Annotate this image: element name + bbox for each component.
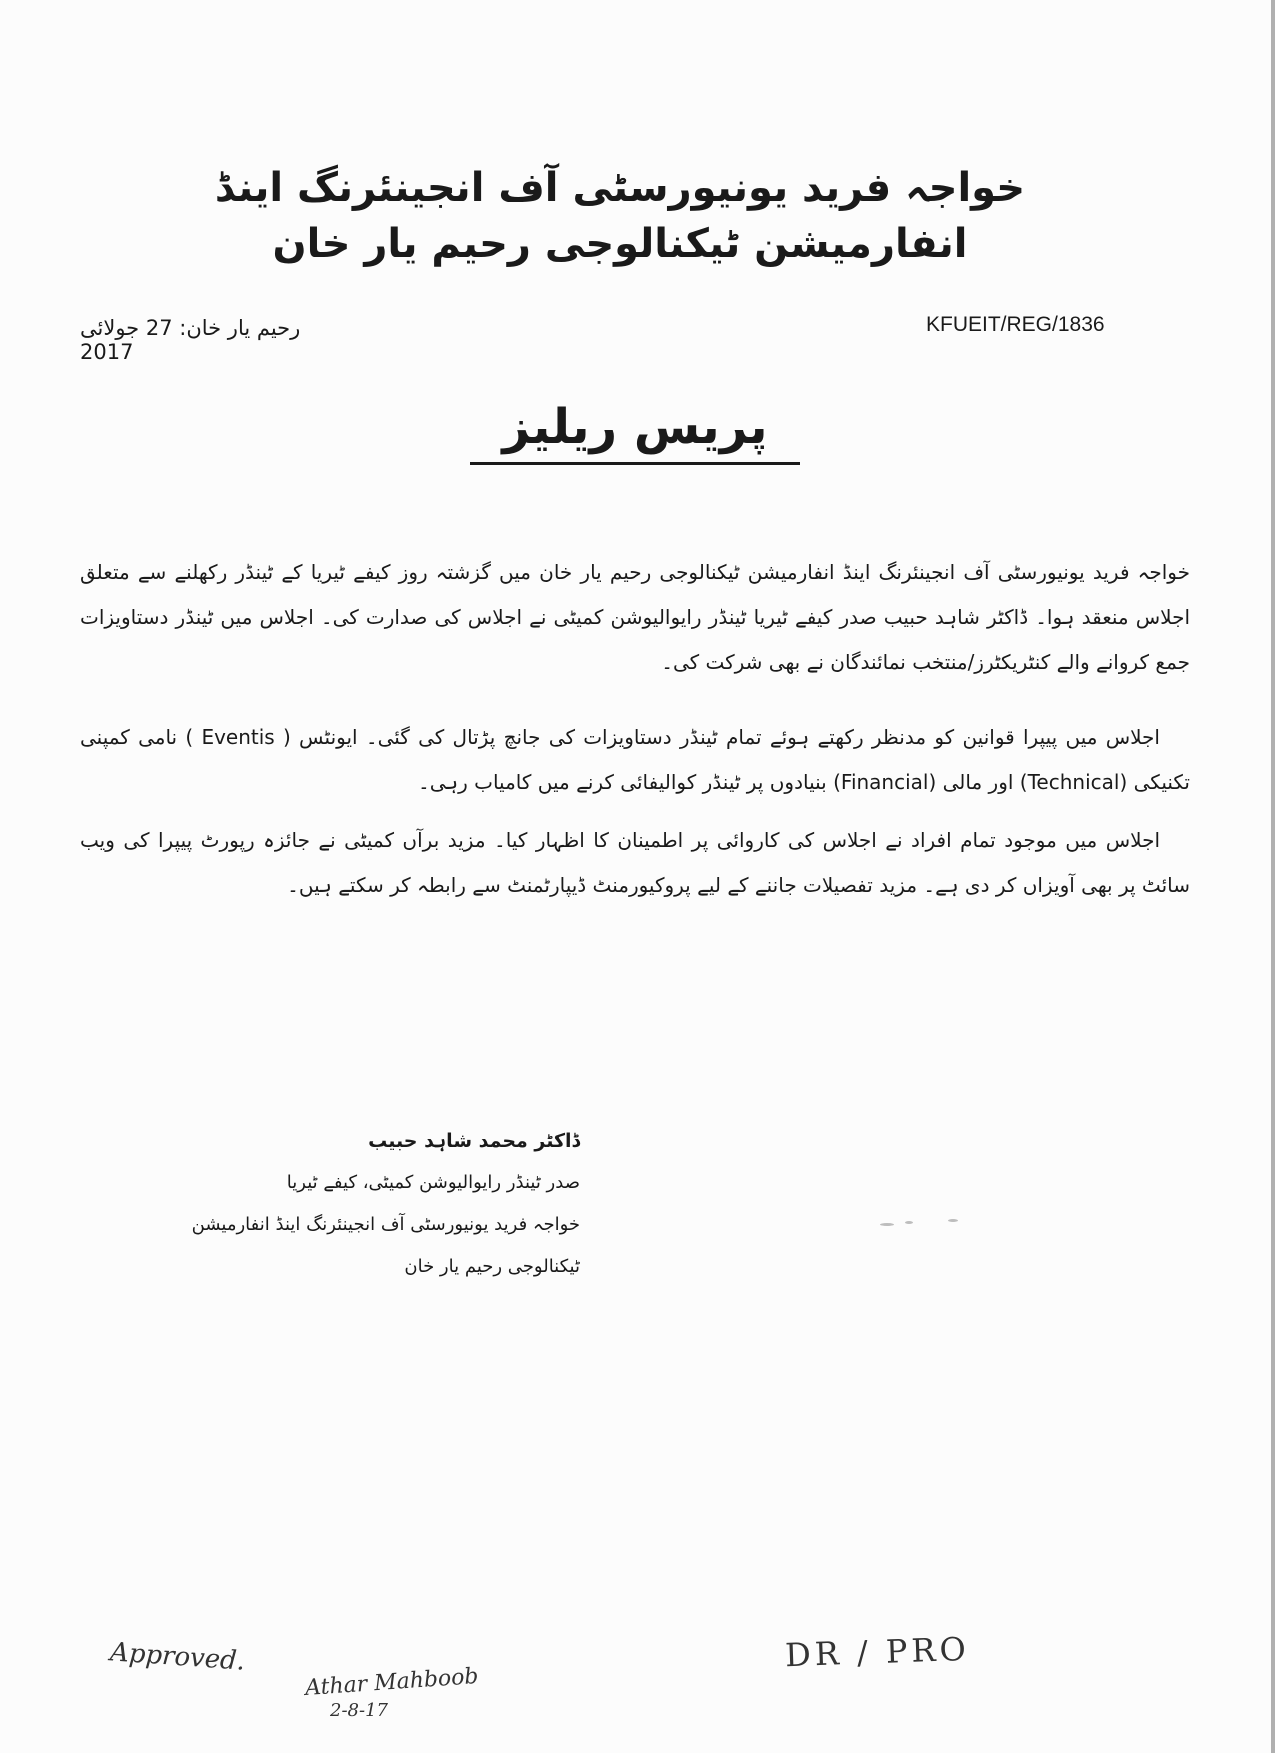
scan-speck — [905, 1221, 913, 1224]
handwritten-approved-note: Approved. — [109, 1637, 247, 1677]
signatory-institution: خواجہ فرید یونیورسٹی آف انجینئرنگ اینڈ انفارمیشن ٹیکنالوجی رحیم یار خان — [191, 1214, 580, 1277]
handwritten-routing-note: DR / PRO — [784, 1629, 971, 1675]
scan-speck — [948, 1219, 958, 1222]
signatory-designation: صدر ٹینڈر رایوالیوشن کمیٹی، کیفے ٹیریا — [286, 1172, 580, 1193]
place-date: رحیم یار خان: 27 جولائی 2017 — [80, 316, 301, 364]
body-paragraph-2: اجلاس میں پیپرا قوانین کو مدنظر رکھتے ہوئے تمام ٹینڈر دستاویزات کی جانچ پڑتال کی گئی۔ ایونٹس ( Eventis ) نامی کمپنی تکنیکی (Technical) اور مالی (Financial) بنیادوں پر ٹینڈر کوالیفائی کرنے میں کامیاب رہی۔ — [80, 725, 1190, 794]
signature-block — [120, 1120, 580, 1288]
press-release-title: پریس ریلیز — [470, 396, 800, 465]
handwritten-approver-signature: Athar Mahboob — [304, 1663, 480, 1702]
signatory-name: ڈاکٹر محمد شاہد حبیب — [368, 1130, 580, 1152]
body-paragraph-1: خواجہ فرید یونیورسٹی آف انجینئرنگ اینڈ انفارمیشن ٹیکنالوجی رحیم یار خان میں گزشتہ روز کیفے ٹیریا کے ٹینڈر رکھلنے سے متعلق اجلاس منعقد ہوا۔ ڈاکٹر شاہد حبیب صدر کیفے ٹیریا ٹینڈر رایوالیوشن کمیٹی نے اجلاس کی صدارت کی۔ اجلاس میں ٹینڈر دستاویزات جمع کروانے والے کنٹریکٹرز/منتخب نمائندگان نے بھی شرکت کی۔ — [80, 560, 1190, 674]
handwritten-approval-date: 2-8-17 — [330, 1700, 388, 1721]
reference-number: KFUEIT/REG/1836 — [926, 313, 1105, 336]
university-name-heading: خواجہ فرید یونیورسٹی آف انجینئرنگ اینڈ انفارمیشن ٹیکنالوجی رحیم یار خان — [214, 165, 1026, 267]
body-paragraph-3: اجلاس میں موجود تمام افراد نے اجلاس کی کاروائی پر اطمینان کا اظہار کیا۔ مزید برآں کمیٹی نے جائزہ رپورٹ پیپرا کی ویب سائٹ پر بھی آویزاں کر دی ہے۔ مزید تفصیلات جاننے کے لیے پروکیورمنٹ ڈیپارٹمنٹ سے رابطہ کر سکتے ہیں۔ — [80, 828, 1190, 897]
scan-speck — [880, 1223, 894, 1226]
scan-edge — [1271, 0, 1275, 1753]
